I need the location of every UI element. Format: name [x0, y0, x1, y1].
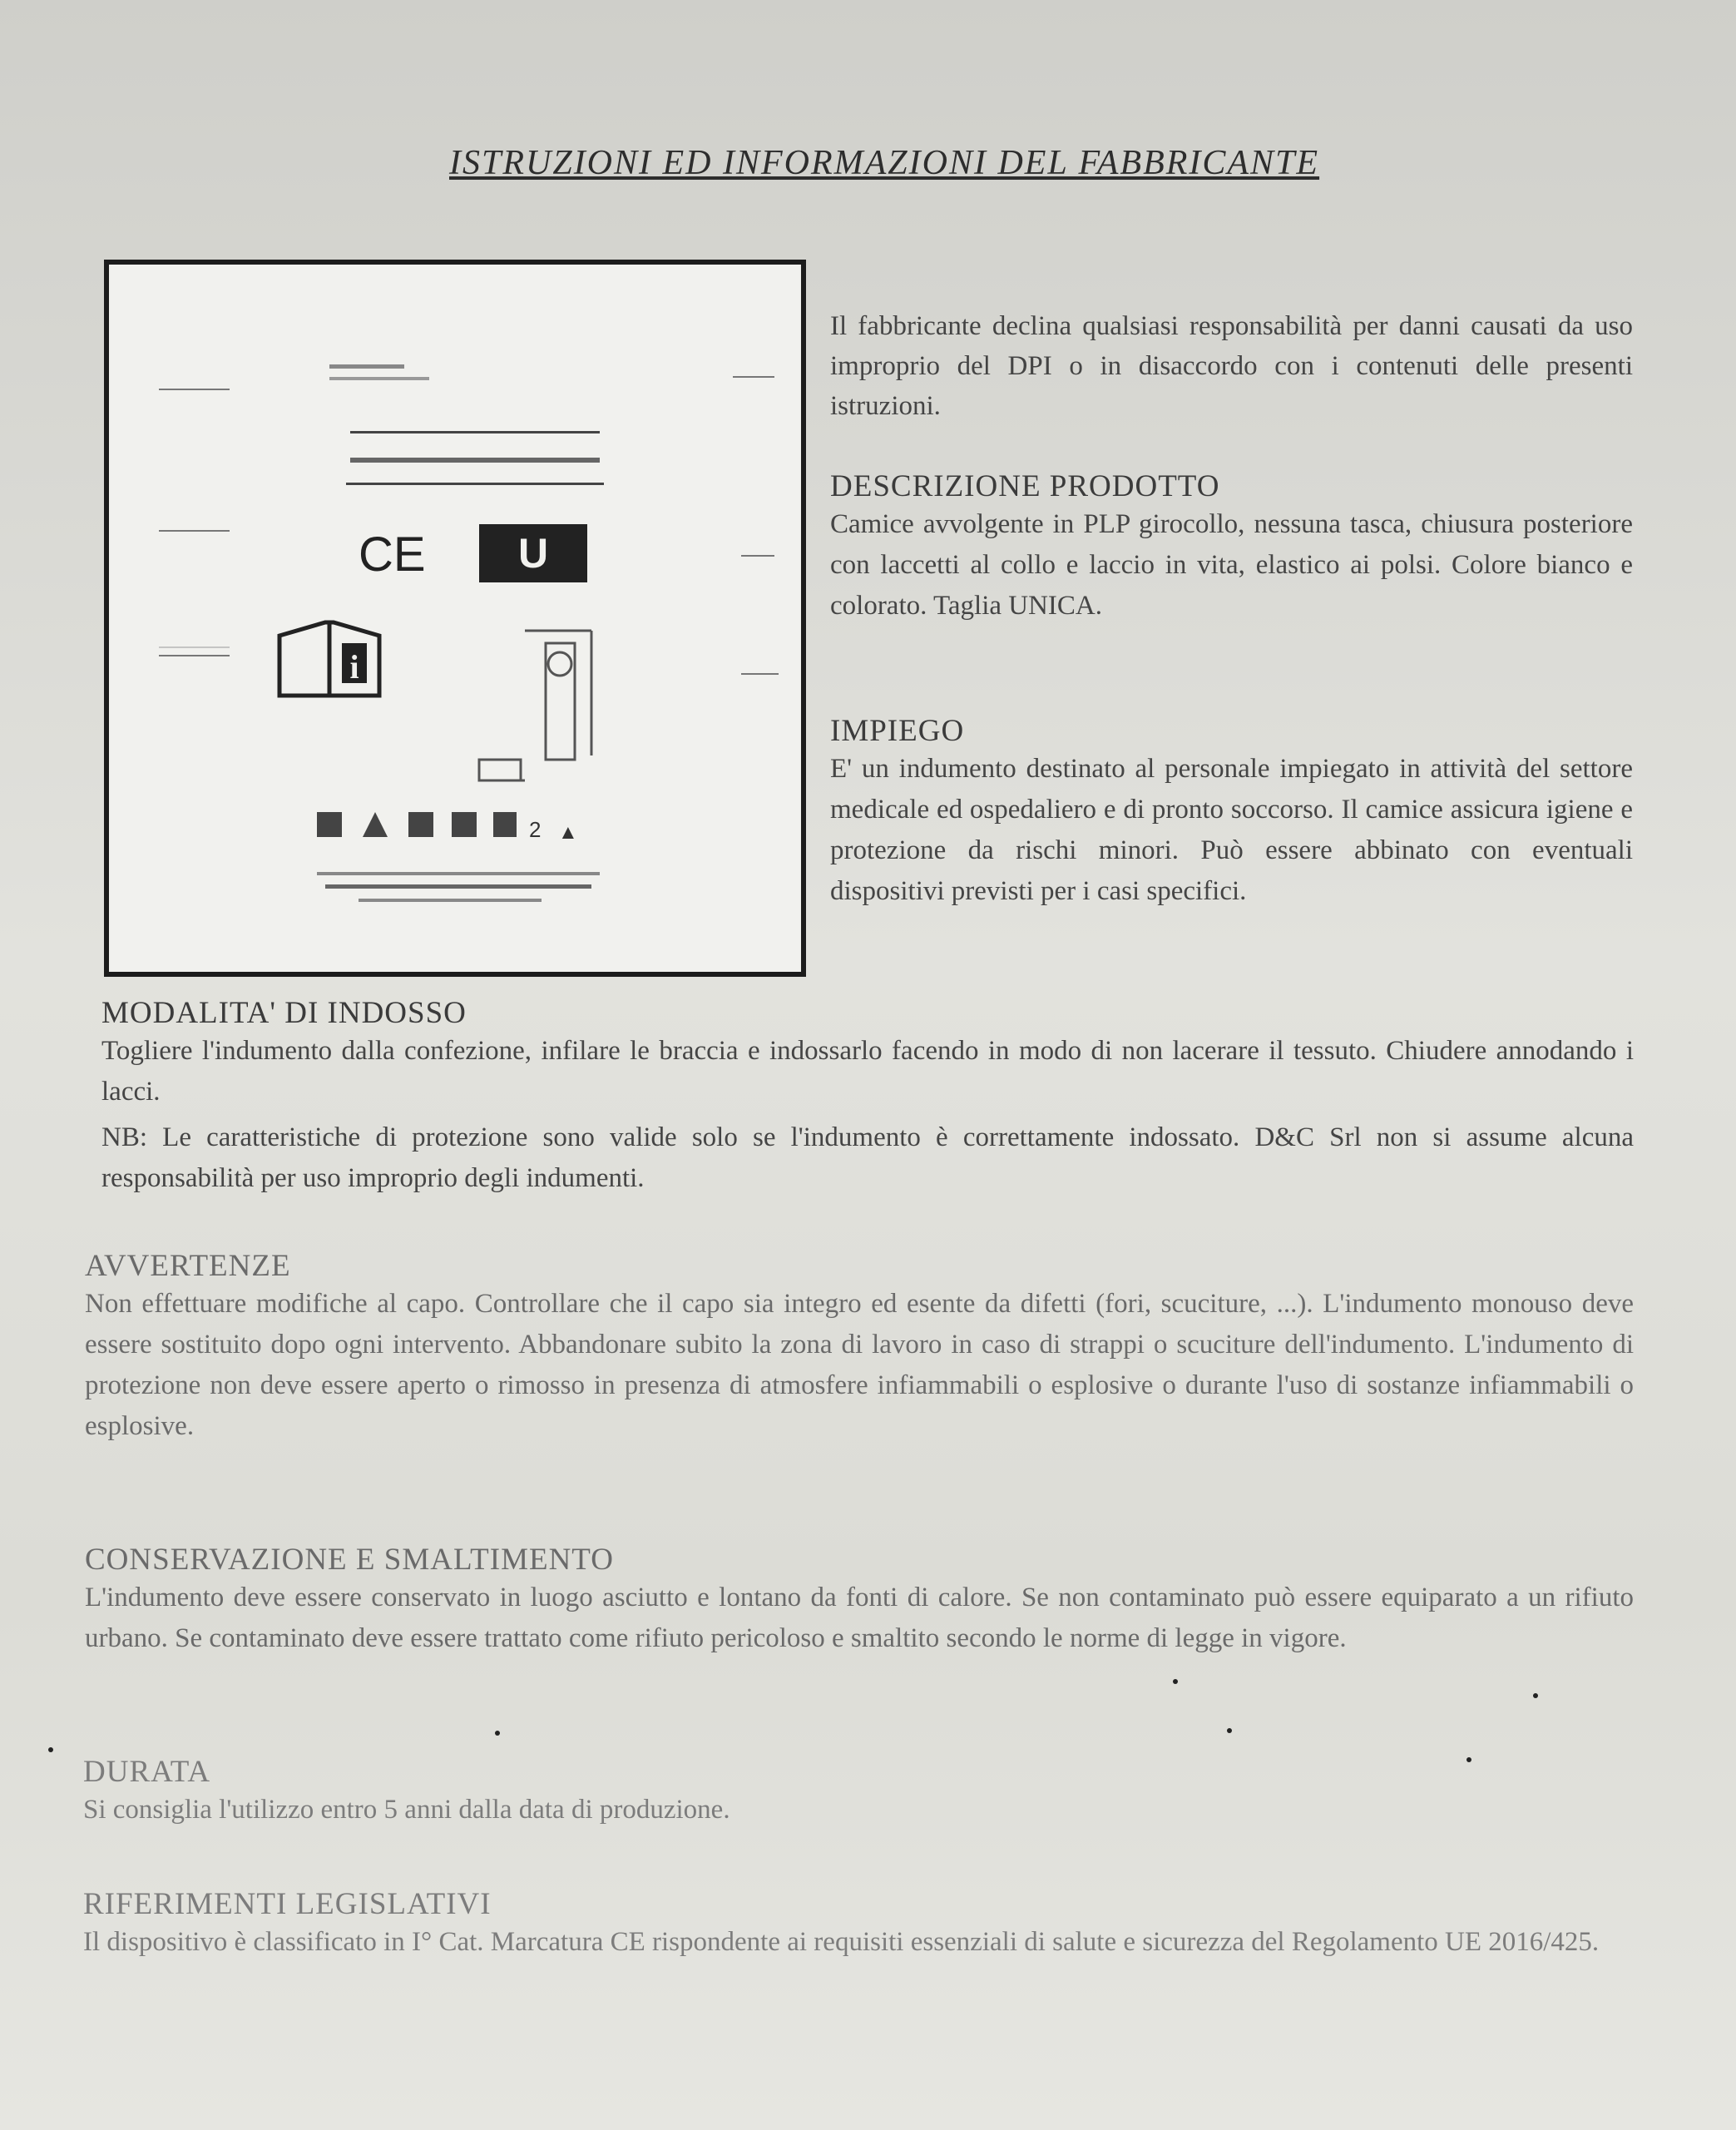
label-drawing: [109, 265, 801, 972]
section-body: Non effettuare modifiche al capo. Controllare che il capo sia integro ed esente da difetti (fori, scuciture, ...). L'indumento monouso deve essere sostituito dopo ogni intervento. Abbandonare subito la zona di lavoro in caso di strappi o scuciture dell'indumento. L'indumento di protezione non deve essere aperto o rimosso in presenza di atmosfere infiammabili o esplosive o durante l'uso di sostanze infiammabili o esplosive.: [85, 1289, 1634, 1441]
section-heading: RIFERIMENTI LEGISLATIVI: [83, 1887, 492, 1921]
section-descrizione: [830, 468, 1633, 627]
speck: [48, 1747, 53, 1752]
section-body: Si consiglia l'utilizzo entro 5 anni dalla data di produzione.: [83, 1795, 730, 1825]
section-body: E' un indumento destinato al personale impiegato in attività del settore medicale ed ospedaliero e di pronto soccorso. Il camice assicura igiene e protezione da rischi minori. Può essere abbinato con eventuali dispositivi previsti per i casi specifici.: [830, 754, 1633, 906]
speck: [1533, 1693, 1538, 1698]
book-info-icon: [279, 622, 379, 696]
svg-text:i: i: [349, 648, 359, 686]
care-symbols-icons: [317, 812, 517, 837]
section-avvertenze: [85, 1248, 1634, 1447]
svg-text:2: 2: [529, 817, 542, 842]
speck: [495, 1731, 500, 1736]
speck: [1173, 1679, 1178, 1684]
section-heading: MODALITA' DI INDOSSO: [101, 996, 467, 1030]
section-body: Togliere l'indumento dalla confezione, infilare le braccia e indossarlo facendo in modo di non lacerare il tessuto. Chiudere annodando i lacci.: [101, 1036, 1634, 1107]
section-heading: DURATA: [83, 1755, 211, 1789]
section-heading: AVVERTENZE: [85, 1249, 291, 1283]
speck: [1466, 1757, 1471, 1762]
section-body: L'indumento deve essere conservato in luogo asciutto e lontano da fonti di calore. Se non contaminato può essere equiparato a un rifiuto urbano. Se contaminato deve essere trattato come rifiuto pericoloso e smaltito secondo le norme di legge in vigore.: [85, 1583, 1634, 1653]
size-mark-text: U: [517, 530, 549, 577]
section-durata: [83, 1754, 1634, 1830]
section-heading: DESCRIZIONE PRODOTTO: [830, 469, 1220, 503]
section-note: NB: Le caratteristiche di protezione sono valide solo se l'indumento è correttamente indossato. D&C Srl non si assume alcuna responsabilità per uso improprio degli indumenti.: [101, 1122, 1634, 1193]
garment-size-icon: [479, 631, 591, 780]
section-heading: IMPIEGO: [830, 714, 965, 748]
speck: [1227, 1728, 1232, 1733]
section-riferimenti: [83, 1886, 1634, 1963]
svg-text:▲: ▲: [558, 821, 578, 844]
ce-mark: CE: [359, 528, 426, 582]
document-title: ISTRUZIONI ED INFORMAZIONI DEL FABBRICANTE: [449, 144, 1320, 182]
section-body: Il dispositivo è classificato in I° Cat. Marcatura CE rispondente ai requisiti essenziali di salute e sicurezza del Regolamento UE 2016/425.: [83, 1927, 1600, 1957]
section-impiego: [830, 713, 1633, 912]
section-body: Camice avvolgente in PLP girocollo, nessuna tasca, chiusura posteriore con laccetti al collo e laccio in vita, elastico ai polsi. Colore bianco e colorato. Taglia UNICA.: [830, 509, 1633, 621]
section-modalita-indosso: [101, 995, 1634, 1199]
section-heading: CONSERVAZIONE E SMALTIMENTO: [85, 1543, 614, 1577]
product-label-diagram: [104, 260, 806, 977]
section-conservazione: [85, 1542, 1634, 1659]
disclaimer-text: Il fabbricante declina qualsiasi responsabilità per danni causati da uso improprio del DPI o in disaccordo con i contenuti delle presenti istruzioni.: [830, 311, 1633, 421]
